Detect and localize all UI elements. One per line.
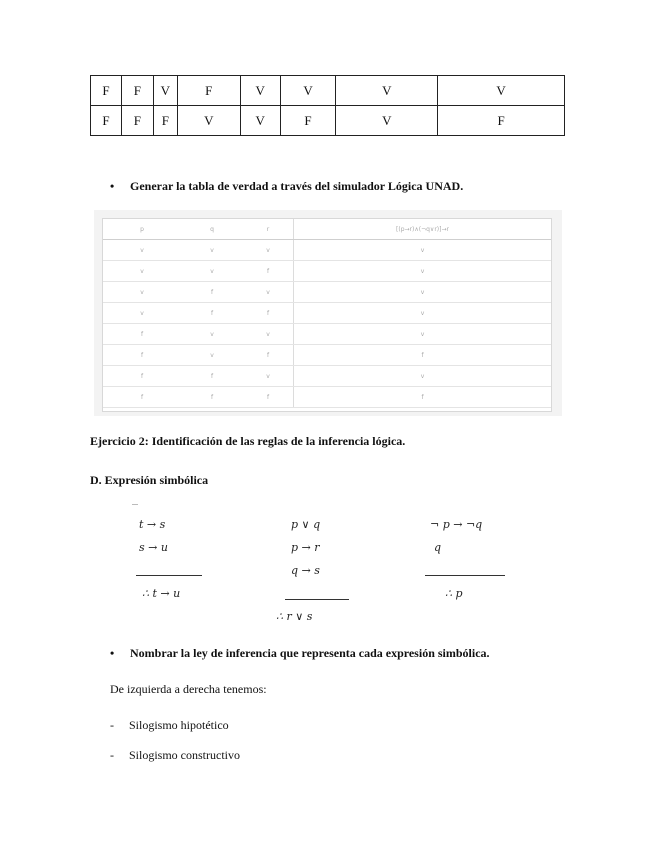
- column-header: q: [181, 219, 243, 240]
- list-dash: -: [110, 718, 114, 732]
- table-cell: f: [243, 345, 294, 366]
- table-row: [103, 240, 551, 261]
- table-cell: f: [243, 303, 294, 324]
- list-text: Silogismo hipotético: [129, 718, 229, 732]
- table-row: [91, 106, 565, 136]
- table-cell: f: [103, 366, 181, 387]
- bullet-text: Nombrar la ley de inferencia que representa cada expresión simbólica.: [130, 646, 490, 660]
- section-heading: D. Expresión simbólica: [90, 473, 209, 487]
- bullet-icon: •: [110, 646, 115, 660]
- premise-2: q: [434, 541, 442, 554]
- table-cell: f: [103, 324, 181, 345]
- table-row: [103, 282, 551, 303]
- conclusion: ∴ t → u: [142, 587, 181, 600]
- conclusion: ∴ r ∨ s: [276, 610, 313, 623]
- premise-3: q → s: [291, 564, 320, 577]
- table-row: [103, 366, 551, 387]
- table-cell: v: [294, 303, 552, 324]
- list-dash: -: [110, 748, 114, 762]
- table-cell: v: [181, 345, 243, 366]
- column-header: [(p→r)∧(¬q∨r)]→r: [294, 219, 552, 240]
- table-cell: F: [153, 106, 177, 136]
- table-cell: F: [177, 76, 240, 106]
- table-cell: F: [280, 106, 336, 136]
- premise-2: p → r: [291, 541, 320, 554]
- table-row: [103, 345, 551, 366]
- table-row: [103, 324, 551, 345]
- table-cell: V: [177, 106, 240, 136]
- table-cell: F: [91, 106, 122, 136]
- exercise-heading: Ejercicio 2: Identificación de las reglas de la inferencia lógica.: [90, 434, 406, 448]
- table-cell: f: [103, 345, 181, 366]
- bullet-icon: •: [110, 179, 115, 193]
- table-cell: v: [103, 240, 181, 261]
- table-cell: f: [181, 366, 243, 387]
- table-cell: V: [240, 76, 280, 106]
- premise-1: p ∨ q: [291, 518, 321, 531]
- premise-1: t → s: [139, 518, 166, 531]
- inference-line: [136, 575, 202, 576]
- table-cell: F: [91, 76, 122, 106]
- table-cell: v: [181, 261, 243, 282]
- table-cell: F: [121, 76, 153, 106]
- table-cell: f: [294, 387, 552, 408]
- table-cell: f: [181, 282, 243, 303]
- table-cell: V: [240, 106, 280, 136]
- truth-table: [90, 75, 565, 136]
- column-header: r: [243, 219, 294, 240]
- table-cell: v: [103, 282, 181, 303]
- table-row: [91, 76, 565, 106]
- table-row: [103, 387, 551, 408]
- table-cell: v: [294, 366, 552, 387]
- table-cell: v: [181, 240, 243, 261]
- table-cell: v: [181, 324, 243, 345]
- table-row: [103, 261, 551, 282]
- table-cell: v: [103, 261, 181, 282]
- table-cell: F: [121, 106, 153, 136]
- inference-line: [285, 599, 349, 600]
- table-cell: v: [243, 282, 294, 303]
- table-cell: V: [336, 76, 438, 106]
- column-header: p: [103, 219, 181, 240]
- table-cell: V: [336, 106, 438, 136]
- table-row: [103, 303, 551, 324]
- table-cell: F: [438, 106, 565, 136]
- table-cell: v: [243, 324, 294, 345]
- table-cell: v: [103, 303, 181, 324]
- bullet-text: Generar la tabla de verdad a través del simulador Lógica UNAD.: [130, 179, 464, 193]
- table-cell: f: [243, 387, 294, 408]
- table-cell: V: [280, 76, 336, 106]
- table-cell: v: [294, 240, 552, 261]
- table-cell: f: [294, 345, 552, 366]
- table-cell: f: [181, 303, 243, 324]
- inference-line: [425, 575, 505, 576]
- table-cell: v: [294, 324, 552, 345]
- premise-1: ¬ p → ¬q: [430, 518, 483, 531]
- decorative-mark: [132, 504, 138, 505]
- conclusion: ∴ p: [445, 587, 463, 600]
- table-cell: v: [243, 240, 294, 261]
- table-cell: v: [243, 366, 294, 387]
- table-cell: f: [181, 387, 243, 408]
- table-header-row: [103, 219, 551, 240]
- table-cell: V: [438, 76, 565, 106]
- premise-2: s → u: [139, 541, 168, 554]
- table-cell: V: [153, 76, 177, 106]
- simulator-table: [103, 219, 551, 408]
- simulator-screenshot: [94, 210, 562, 416]
- intro-text: De izquierda a derecha tenemos:: [110, 682, 267, 696]
- simulator-table-frame: [102, 218, 552, 412]
- table-cell: v: [294, 261, 552, 282]
- list-text: Silogismo constructivo: [129, 748, 240, 762]
- table-cell: v: [294, 282, 552, 303]
- table-cell: f: [103, 387, 181, 408]
- table-cell: f: [243, 261, 294, 282]
- symbolic-expressions: [94, 506, 564, 626]
